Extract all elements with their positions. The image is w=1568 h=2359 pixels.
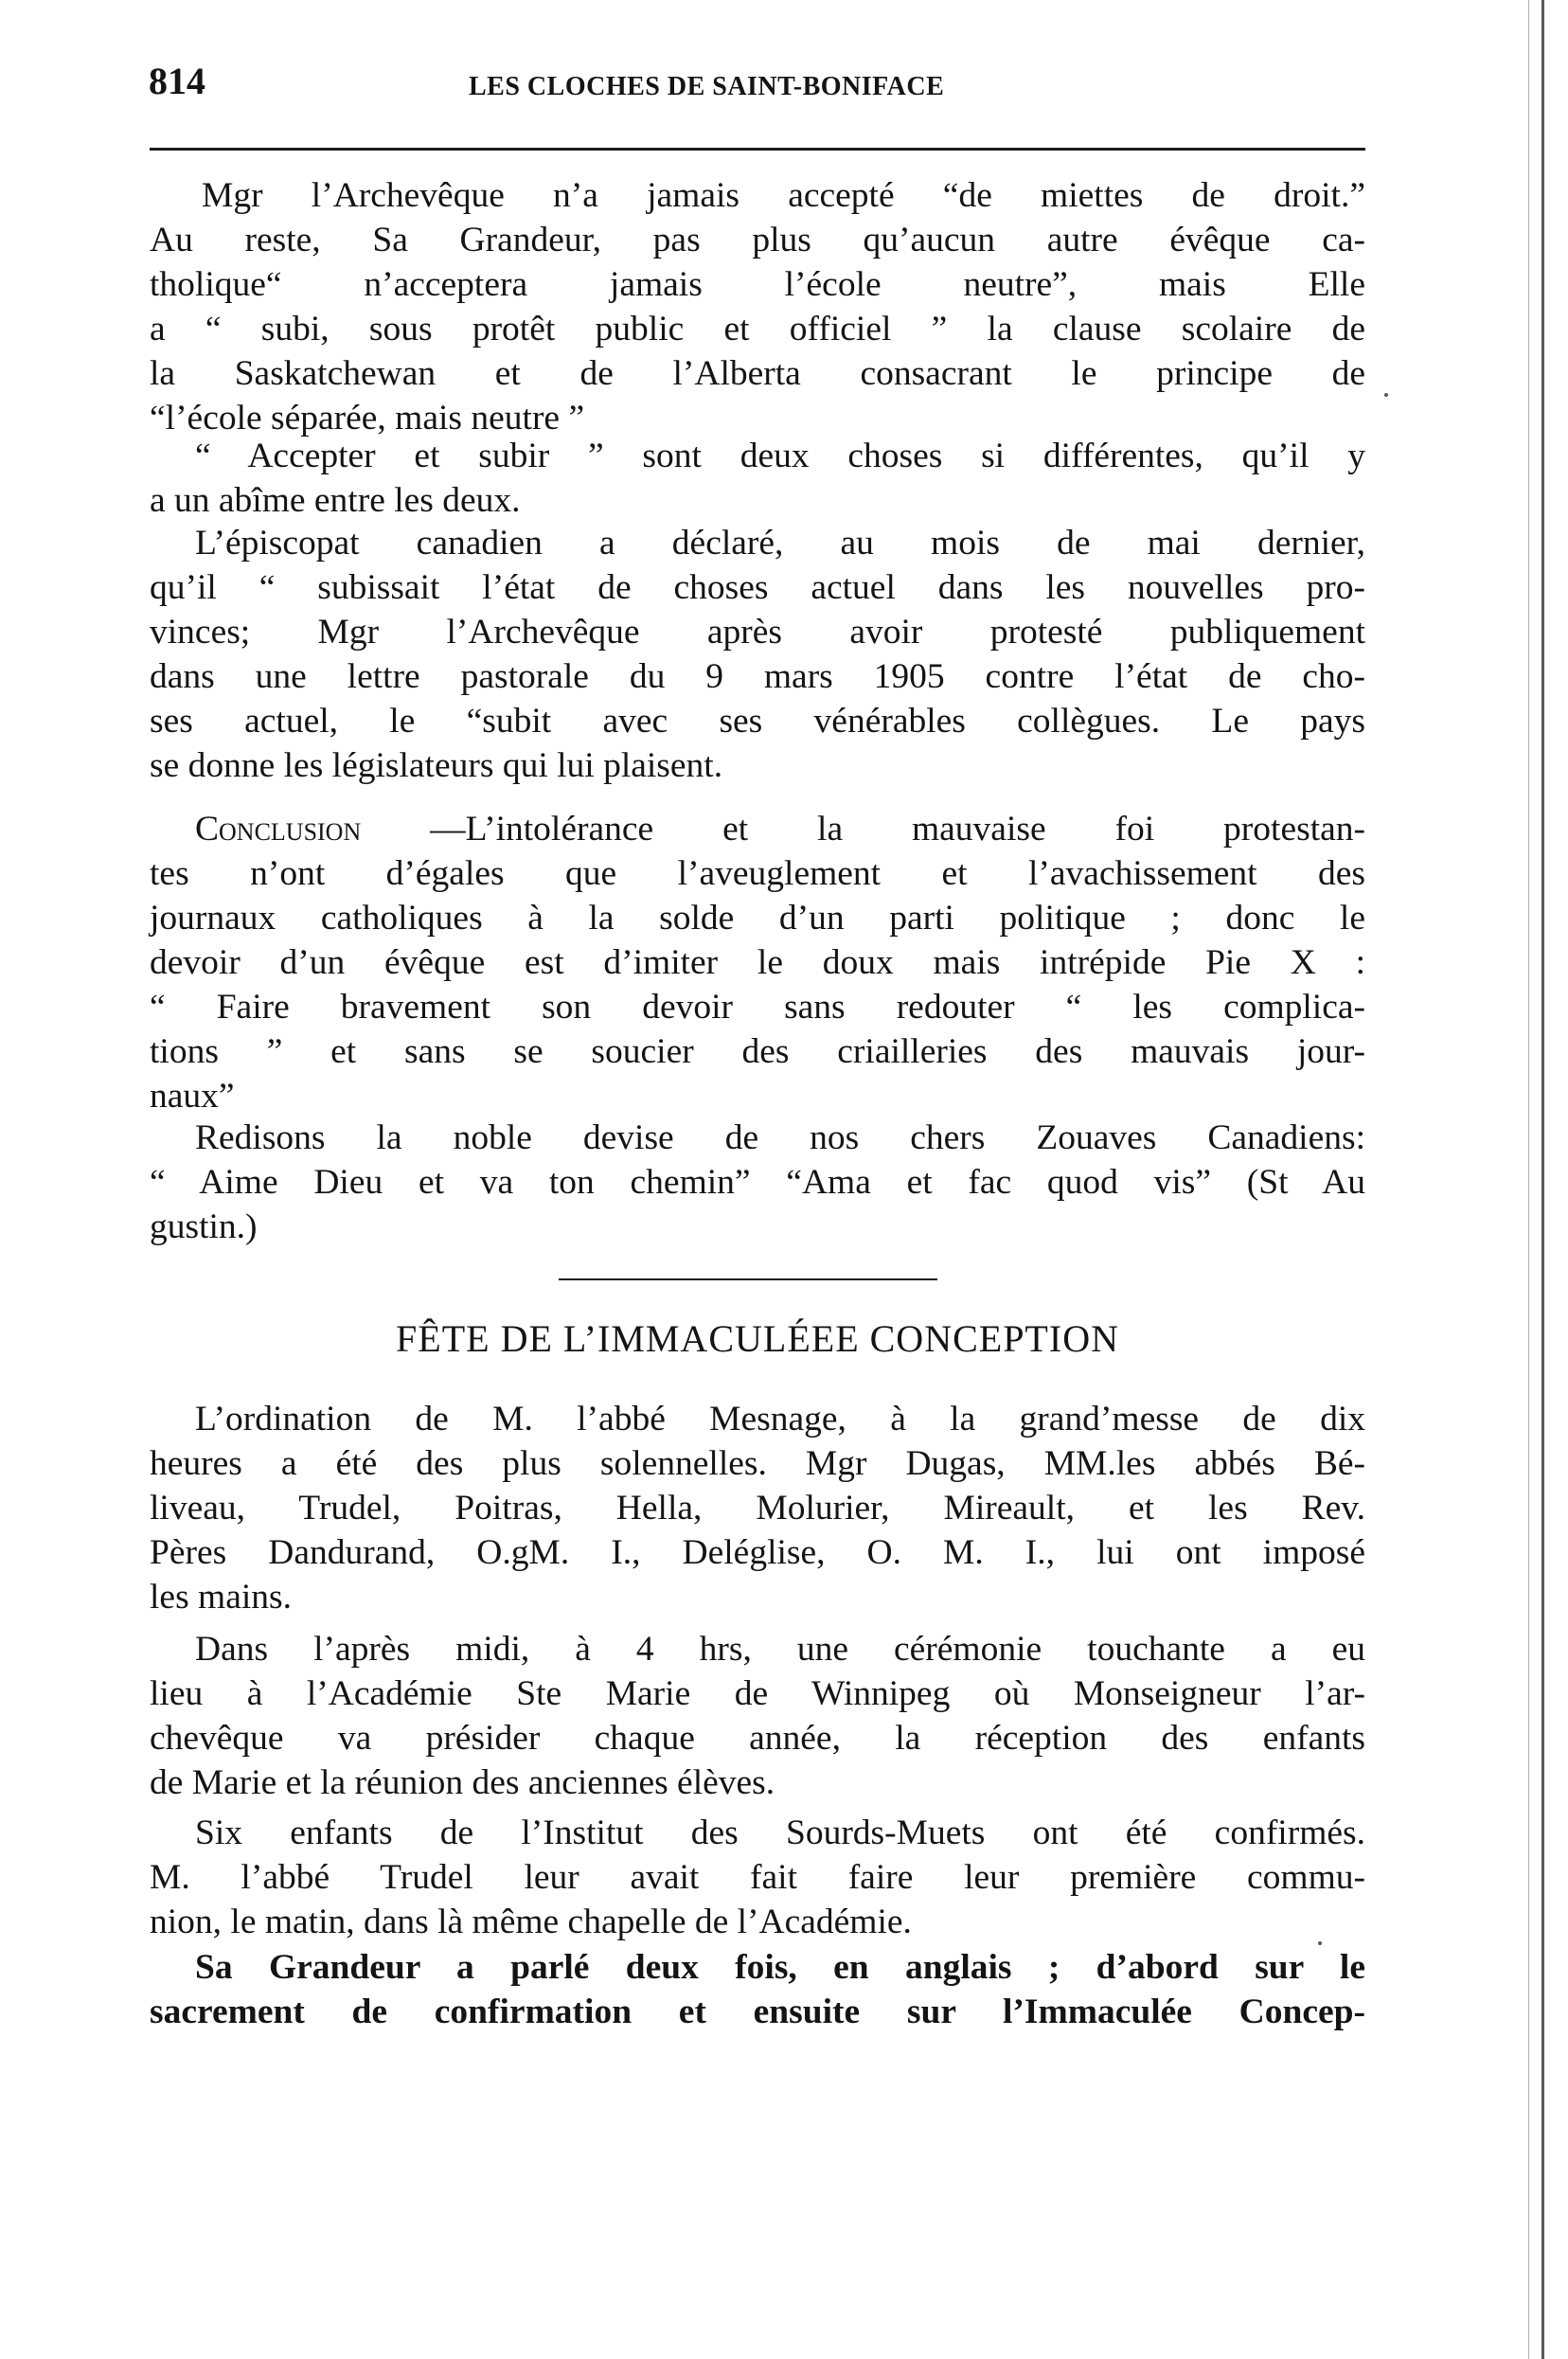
- text-line: ses actuel, le “subit avec ses vénérables collègues. Le pays: [150, 702, 1365, 741]
- text-line: a “ subi, sous protêt public et officiel ” la clause scolaire de: [150, 310, 1365, 348]
- text-line: Sa Grandeur a parlé deux fois, en anglais ; d’abord sur le: [195, 1948, 1365, 1987]
- paragraph-accepter-subir: [150, 434, 1365, 523]
- header-rule: [150, 148, 1365, 151]
- text-line: dans une lettre pastorale du 9 mars 1905 contre l’état de cho-: [150, 657, 1365, 696]
- text-line: “ Accepter et subir ” sont deux choses si différentes, qu’il y: [195, 437, 1365, 475]
- text-line: qu’il “ subissait l’état de choses actuel dans les nouvelles pro-: [150, 568, 1365, 607]
- text-line: vinces; Mgr l’Archevêque après avoir protesté publiquement: [150, 613, 1365, 652]
- text-line: L’ordination de M. l’abbé Mesnage, à la grand’messe de dix: [195, 1400, 1365, 1439]
- margin-speck: [1384, 393, 1388, 397]
- text-line: Redisons la noble devise de nos chers Zouaves Canadiens:: [195, 1118, 1365, 1157]
- text-line: chevêque va présider chaque année, la réception des enfants: [150, 1719, 1365, 1758]
- text-line: se donne les législateurs qui lui plaisent.: [150, 746, 723, 785]
- text-line: “ Aime Dieu et va ton chemin” “Ama et fac quod vis” (St Au: [150, 1163, 1365, 1202]
- section-divider: [559, 1278, 937, 1280]
- text-line: Dans l’après midi, à 4 hrs, une cérémonie touchante a eu: [195, 1630, 1365, 1669]
- text-line: Au reste, Sa Grandeur, pas plus qu’aucun autre évêque ca-: [150, 221, 1365, 259]
- paragraph-sa-grandeur: [150, 1945, 1365, 2034]
- paragraph-acceptation: [150, 173, 1365, 440]
- text-line: “l’école séparée, mais neutre ”: [150, 399, 585, 438]
- text-line: nion, le matin, dans là même chapelle de l’Académie.: [150, 1903, 912, 1941]
- text-line: devoir d’un évêque est d’imiter le doux mais intrépide Pie X :: [150, 943, 1365, 982]
- text-line: a un abîme entre les deux.: [150, 481, 521, 520]
- text-line: la Saskatchewan et de l’Alberta consacrant le principe de: [150, 354, 1365, 393]
- running-title: LES CLOCHES DE SAINT-BONIFACE: [469, 72, 945, 101]
- text-run: —L’intolérance et la mauvaise foi protestan-: [361, 810, 1365, 849]
- paragraph-ordination: [150, 1397, 1365, 1619]
- text-line: tes n’ont d’égales que l’aveuglement et l’avachissement des: [150, 854, 1365, 893]
- page-number: 814: [149, 60, 205, 102]
- paragraph-conclusion: [150, 807, 1365, 1118]
- text-line: les mains.: [150, 1578, 292, 1617]
- text-line: Six enfants de l’Institut des Sourds-Muets ont été confirmés.: [195, 1814, 1365, 1852]
- conclusion-label: Conclusion: [195, 810, 362, 849]
- text-line: gustin.): [150, 1207, 258, 1246]
- text-line: tions ” et sans se soucier des criailleries des mauvais jour-: [150, 1032, 1365, 1071]
- text-line: [150, 807, 1365, 851]
- text-line: lieu à l’Académie Ste Marie de Winnipeg où Monseigneur l’ar-: [150, 1674, 1365, 1713]
- paragraph-apres-midi: [150, 1627, 1365, 1805]
- text-line: Pères Dandurand, O.gM. I., Deléglise, O. M. I., lui ont imposé: [150, 1533, 1365, 1572]
- text-line: naux”: [150, 1077, 235, 1116]
- text-line: heures a été des plus solennelles. Mgr Dugas, MM.les abbés Bé-: [150, 1444, 1365, 1483]
- text-line: sacrement de confirmation et ensuite sur l’Immaculée Concep-: [150, 1993, 1365, 2031]
- section-heading: FÊTE DE L’IMMACULÉEE CONCEPTION: [396, 1317, 1119, 1360]
- text-line: liveau, Trudel, Poitras, Hella, Molurier, Mireault, et les Rev.: [150, 1489, 1365, 1528]
- text-line: L’épiscopat canadien a déclaré, au mois de mai dernier,: [195, 524, 1365, 563]
- text-line: de Marie et la réunion des anciennes élèves.: [150, 1763, 775, 1802]
- paragraph-devise: [150, 1116, 1365, 1249]
- text-line: M. l’abbé Trudel leur avait fait faire leur première commu-: [150, 1858, 1365, 1897]
- page-edge-rule: [1541, 0, 1544, 2359]
- paragraph-sourds-muets: [150, 1811, 1365, 1944]
- text-line: journaux catholiques à la solde d’un parti politique ; donc le: [150, 899, 1365, 938]
- text-line: Mgr l’Archevêque n’a jamais accepté “de miettes de droit.”: [202, 176, 1365, 215]
- paragraph-episcopat: [150, 521, 1365, 788]
- text-line: tholique“ n’acceptera jamais l’école neutre”, mais Elle: [150, 265, 1365, 304]
- page-edge-line: [1528, 0, 1529, 2359]
- text-line: “ Faire bravement son devoir sans redouter “ les complica-: [150, 988, 1365, 1027]
